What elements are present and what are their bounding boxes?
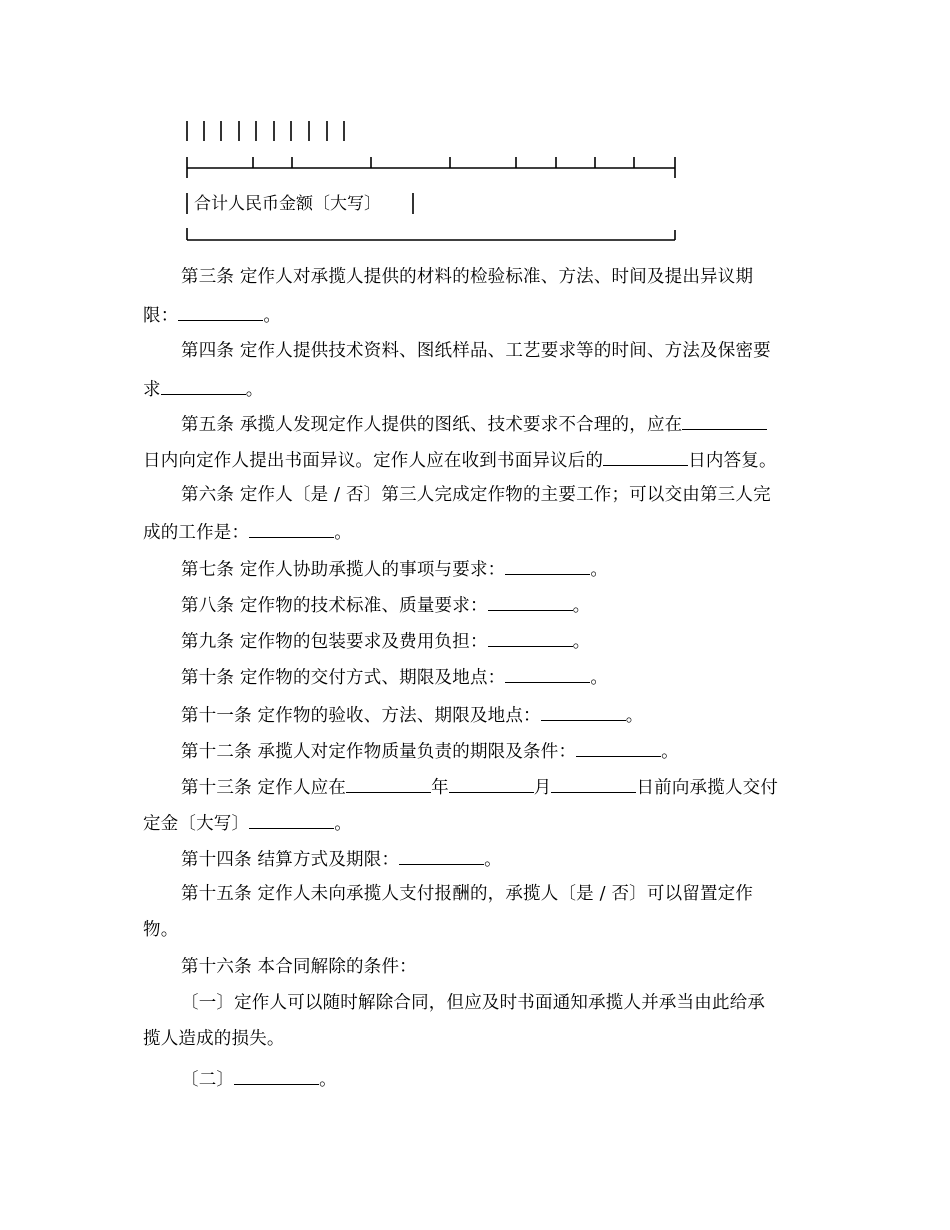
article-15-line-2: 物。 <box>143 920 179 940</box>
article-4-line-2: 求 。 <box>143 376 263 402</box>
article-16-item-1-line-2: 揽人造成的损失。 <box>143 1029 285 1049</box>
article-13-line-1: 第十三条 定作人应在 年 月 日前向承揽人交付 <box>181 774 778 800</box>
article-12: 第十二条 承揽人对定作物质量负责的期限及条件： 。 <box>181 738 679 764</box>
fill-blank[interactable] <box>603 447 688 466</box>
fill-blank[interactable] <box>505 664 590 683</box>
article-9: 第九条 定作物的包装要求及费用负担： 。 <box>181 628 590 654</box>
article-16-item-2: 〔二〕 。 <box>181 1066 337 1092</box>
article-6-line-2: 成的工作是： 。 <box>143 519 352 545</box>
fill-blank[interactable] <box>541 702 626 721</box>
fill-blank[interactable] <box>576 738 661 757</box>
article-8: 第八条 定作物的技术标准、质量要求： 。 <box>181 592 590 618</box>
fill-blank[interactable] <box>449 774 534 793</box>
article-3-line-1: 第三条 定作人对承揽人提供的材料的检验标准、方法、时间及提出异议期 <box>181 267 754 287</box>
article-5-line-1: 第五条 承揽人发现定作人提供的图纸、技术要求不合理的，应在 <box>181 411 767 437</box>
fill-blank[interactable] <box>161 376 246 395</box>
article-13-line-2: 定金〔大写〕 。 <box>143 810 352 836</box>
fill-blank[interactable] <box>249 810 334 829</box>
total-amount-label: 合计人民币金额〔大写〕 <box>194 194 381 214</box>
article-3-line-2: 限： 。 <box>143 302 281 328</box>
fill-blank[interactable] <box>682 411 767 430</box>
fill-blank[interactable] <box>249 519 334 538</box>
article-6-line-1: 第六条 定作人〔是 / 否〕第三人完成定作物的主要工作；可以交由第三人完 <box>181 485 771 505</box>
fill-blank[interactable] <box>234 1066 319 1085</box>
article-15-line-1: 第十五条 定作人未向承揽人支付报酬的，承揽人〔是 / 否〕可以留置定作 <box>181 884 754 904</box>
amount-table-lines <box>0 0 950 260</box>
fill-blank[interactable] <box>551 774 636 793</box>
article-10: 第十条 定作物的交付方式、期限及地点： 。 <box>181 664 608 690</box>
article-5-line-2: 日内向定作人提出书面异议。定作人应在收到书面异议后的 日内答复。 <box>143 447 777 473</box>
fill-blank[interactable] <box>488 592 573 611</box>
article-4-line-1: 第四条 定作人提供技术资料、图纸样品、工艺要求等的时间、方法及保密要 <box>181 341 771 361</box>
article-7: 第七条 定作人协助承揽人的事项与要求： 。 <box>181 556 608 582</box>
fill-blank[interactable] <box>346 774 431 793</box>
fill-blank[interactable] <box>488 628 573 647</box>
article-16-item-1-line-1: 〔一〕定作人可以随时解除合同，但应及时书面通知承揽人并承当由此给承 <box>181 993 766 1013</box>
fill-blank[interactable] <box>505 556 590 575</box>
fill-blank[interactable] <box>399 846 484 865</box>
article-14: 第十四条 结算方式及期限： 。 <box>181 846 502 872</box>
article-11: 第十一条 定作物的验收、方法、期限及地点： 。 <box>181 702 643 728</box>
article-16: 第十六条 本合同解除的条件： <box>181 957 417 977</box>
fill-blank[interactable] <box>178 302 263 321</box>
